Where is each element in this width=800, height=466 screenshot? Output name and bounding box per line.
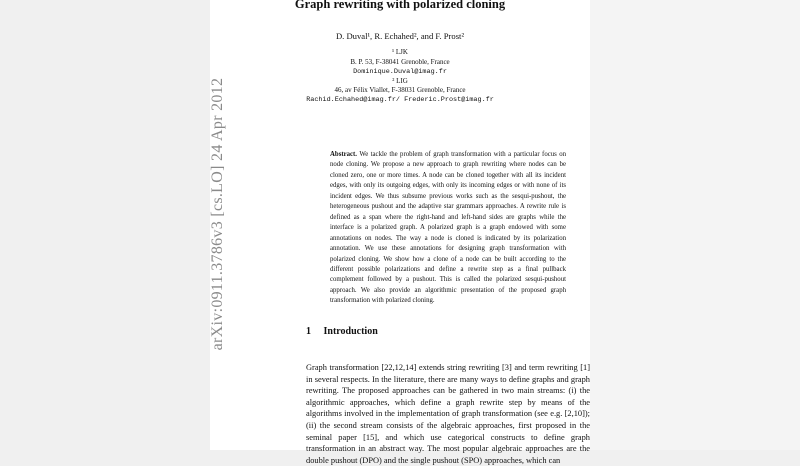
affiliation-line: ¹ LJK xyxy=(392,48,408,56)
paper-page xyxy=(210,0,590,465)
abstract-label: Abstract. xyxy=(330,151,357,158)
affiliation-line: ² LIG xyxy=(392,77,408,85)
section-title: Introduction xyxy=(323,326,378,337)
paper-authors: D. Duval¹, R. Echahed², and F. Prost² xyxy=(335,31,465,41)
arxiv-stamp: arXiv:0911.3786v3 [cs.LO] 24 Apr 2012 xyxy=(209,77,226,351)
affiliation-line: B. P. 53, F-38041 Grenoble, France xyxy=(350,58,450,66)
background-right xyxy=(590,0,800,450)
section-number: 1 xyxy=(306,326,311,337)
intro-paragraph: Graph transformation [22,12,14] extends string rewriting [3] and term rewriting [1] in several respects. In the literature, there are many ways to define graphs and graph rewriting. The proposed approaches can be gathered in two main streams: (i) the algorithmic approaches, which define a graph rewrite step by means of the algorithms involved in the implementation of graph transformation (see e.g. [2,10]); (ii) the second stream consists of the algebraic approaches, first proposed in the seminal paper [15], and which use categorical constructs to define graph transformation in an abstract way. The most popular algebraic approaches are the double pushout (DPO) and the single pushout (SPO) approaches, which can xyxy=(306,363,590,465)
paper-title: Graph rewriting with polarized cloning xyxy=(294,0,506,11)
affiliation-line: 46, av Félix Viallet, F-38031 Grenoble, France xyxy=(334,86,466,94)
section-heading xyxy=(306,326,378,337)
abstract-text: We tackle the problem of graph transformation with a particular focus on node cloning. We propose a new approach to graph rewriting where nodes can be cloned zero, one or more times. A node can be cloned together with all its incident edges, with only its outgoing edges, with only its incoming edges or with none of its incident edges. We thus subsume previous works such as the sesqui-pushout, the heterogeneous pushout and the adaptive star grammars approaches. A rewrite rule is defined as a span where the right-hand and left-hand sides are graphs while the interface is a polarized graph. A polarized graph is a graph endowed with some annotations on nodes. The way a node is cloned is indicated by its polarization annotation. We use these annotations for designing graph transformation with polarized cloning. We show how a clone of a node can be built according to the different possible polarizations and define a rewrite step as a final pullback complement followed by a pushout. This is called the polarized sesqui-pushout approach. We also provide an algorithmic presentation of the proposed graph transformation with polarized cloning. xyxy=(330,151,567,305)
affiliation-email: Rachid.Echahed@imag.fr/ Frederic.Prost@imag.fr xyxy=(306,96,494,104)
abstract xyxy=(330,150,566,307)
affiliation-email: Dominique.Duval@imag.fr xyxy=(353,68,447,76)
